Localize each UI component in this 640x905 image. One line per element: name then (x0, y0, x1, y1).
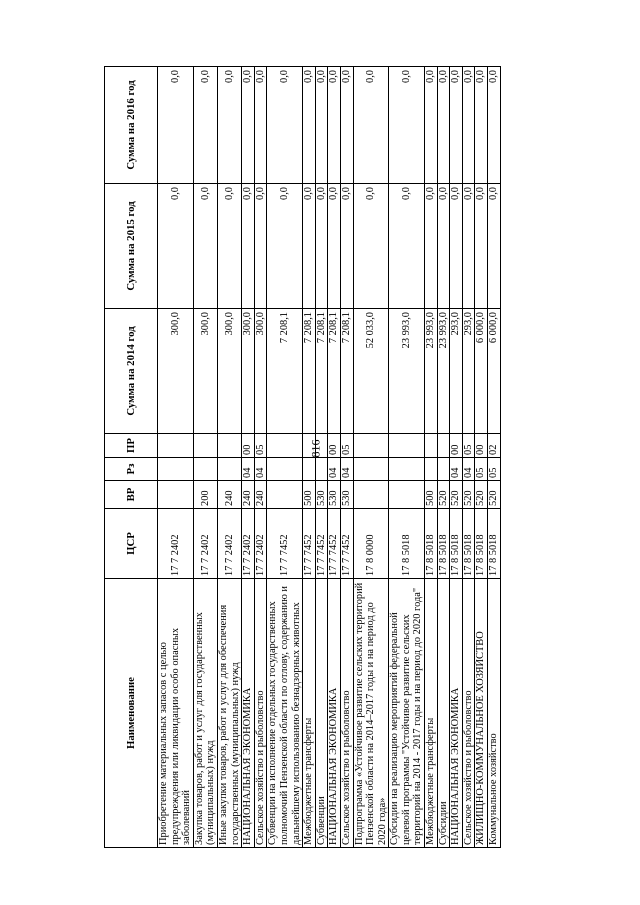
row-sum-2016: 0,0 (315, 67, 328, 184)
row-csr: 17 8 5018 (462, 509, 475, 579)
row-rz: 04 (450, 458, 463, 481)
row-name: Межбюджетные трансферты (425, 579, 438, 848)
table-row (353, 67, 389, 848)
row-sum-2016: 0,0 (475, 67, 488, 184)
row-rz: 04 (328, 458, 341, 481)
row-csr: 17 7 7452 (267, 509, 303, 579)
row-name: Субсидии на реализацию мероприятий федеральной целевой программы "Устойчивое развитие сельских территорий на 2014 - 2017 годы и на период до 2020 года" (389, 579, 425, 848)
row-csr: 17 7 7452 (328, 509, 341, 579)
row-sum-2014: 300,0 (193, 309, 217, 434)
row-csr: 17 8 5018 (475, 509, 488, 579)
row-sum-2016: 0,0 (193, 67, 217, 184)
row-name: НАЦИОНАЛЬНАЯ ЭКОНОМИКА (450, 579, 463, 848)
row-pr (193, 434, 217, 458)
row-sum-2014: 7 208,1 (328, 309, 341, 434)
row-sum-2015: 0,0 (340, 184, 353, 309)
row-sum-2016: 0,0 (267, 67, 303, 184)
row-sum-2014: 6 000,0 (475, 309, 488, 434)
header-vr: ВР (105, 481, 158, 509)
row-vr: 240 (217, 481, 241, 509)
table-row (340, 67, 353, 848)
row-vr: 520 (437, 481, 450, 509)
row-sum-2014: 300,0 (217, 309, 241, 434)
row-pr (437, 434, 450, 458)
row-sum-2015: 0,0 (254, 184, 267, 309)
table-row (450, 67, 463, 848)
row-csr: 17 8 5018 (389, 509, 425, 579)
row-csr: 17 8 5018 (437, 509, 450, 579)
row-vr (389, 481, 425, 509)
row-name: Межбюджетные трансферты (303, 579, 316, 848)
table-row (254, 67, 267, 848)
table-header-row (105, 67, 158, 848)
row-rz (303, 458, 316, 481)
table-row (425, 67, 438, 848)
row-sum-2014: 23 993,0 (425, 309, 438, 434)
row-sum-2015: 0,0 (328, 184, 341, 309)
row-sum-2016: 0,0 (389, 67, 425, 184)
row-sum-2016: 0,0 (353, 67, 389, 184)
row-csr: 17 8 5018 (425, 509, 438, 579)
row-vr: 520 (462, 481, 475, 509)
row-name: Субвенции на исполнение отдельных государственных полномочий Пензенской области по отлову, содержанию и дальнейшему использованию безнадзорных животных (267, 579, 303, 848)
row-sum-2015: 0,0 (315, 184, 328, 309)
row-pr: 00 (450, 434, 463, 458)
row-pr (353, 434, 389, 458)
row-sum-2014: 7 208,1 (315, 309, 328, 434)
budget-table (104, 66, 501, 848)
row-csr: 17 7 2402 (242, 509, 255, 579)
row-rz: 05 (475, 458, 488, 481)
table-row (475, 67, 488, 848)
row-sum-2014: 300,0 (242, 309, 255, 434)
row-csr: 17 7 7452 (315, 509, 328, 579)
row-vr: 240 (242, 481, 255, 509)
table-row (389, 67, 425, 848)
row-name: Коммунальное хозяйство (488, 579, 501, 848)
table-row (328, 67, 341, 848)
row-sum-2015: 0,0 (475, 184, 488, 309)
row-vr: 520 (488, 481, 501, 509)
row-sum-2015: 0,0 (462, 184, 475, 309)
row-vr: 530 (340, 481, 353, 509)
row-name: Субсидии (437, 579, 450, 848)
row-rz: 04 (340, 458, 353, 481)
row-sum-2016: 0,0 (254, 67, 267, 184)
row-sum-2015: 0,0 (217, 184, 241, 309)
row-pr (315, 434, 328, 458)
header-rz: Рз (105, 458, 158, 481)
row-sum-2015: 0,0 (158, 184, 194, 309)
header-sum-2015: Сумма на 2015 год (105, 184, 158, 309)
row-sum-2016: 0,0 (488, 67, 501, 184)
row-vr: 530 (328, 481, 341, 509)
row-rz (267, 458, 303, 481)
row-csr: 17 7 2402 (193, 509, 217, 579)
header-csr: ЦСР (105, 509, 158, 579)
row-rz: 04 (254, 458, 267, 481)
row-sum-2016: 0,0 (437, 67, 450, 184)
row-name: Иные закупки товаров, работ и услуг для обеспечения государственных (муниципальных) нужд (217, 579, 241, 848)
row-sum-2016: 0,0 (450, 67, 463, 184)
row-csr: 17 7 7452 (340, 509, 353, 579)
row-vr (158, 481, 194, 509)
row-rz: 04 (242, 458, 255, 481)
row-csr: 17 7 2402 (158, 509, 194, 579)
row-rz (389, 458, 425, 481)
table-row (303, 67, 316, 848)
row-csr: 17 7 2402 (254, 509, 267, 579)
row-sum-2015: 0,0 (267, 184, 303, 309)
row-sum-2015: 0,0 (193, 184, 217, 309)
rotated-table-container (104, 67, 564, 848)
table-row (462, 67, 475, 848)
row-sum-2014: 7 208,1 (267, 309, 303, 434)
row-sum-2016: 0,0 (462, 67, 475, 184)
row-vr (267, 481, 303, 509)
row-name: Сельское хозяйство и рыболовство (340, 579, 353, 848)
row-vr: 500 (303, 481, 316, 509)
row-vr: 500 (425, 481, 438, 509)
row-vr: 520 (450, 481, 463, 509)
row-sum-2015: 0,0 (437, 184, 450, 309)
row-pr (158, 434, 194, 458)
table-row (242, 67, 255, 848)
row-rz (315, 458, 328, 481)
row-pr: 00 (242, 434, 255, 458)
row-pr: 05 (340, 434, 353, 458)
row-csr: 17 7 2402 (217, 509, 241, 579)
row-sum-2014: 6 000,0 (488, 309, 501, 434)
row-csr: 17 8 5018 (450, 509, 463, 579)
row-csr: 17 8 5018 (488, 509, 501, 579)
row-vr: 240 (254, 481, 267, 509)
row-sum-2016: 0,0 (242, 67, 255, 184)
row-pr: 02 (488, 434, 501, 458)
row-rz: 05 (488, 458, 501, 481)
row-rz (425, 458, 438, 481)
row-sum-2016: 0,0 (425, 67, 438, 184)
row-sum-2014: 300,0 (254, 309, 267, 434)
table-row (158, 67, 194, 848)
row-pr (303, 434, 316, 458)
header-name: Наименование (105, 579, 158, 848)
row-name: ЖИЛИЩНО-КОММУНАЛЬНОЕ ХОЗЯЙСТВО (475, 579, 488, 848)
row-pr: 05 (462, 434, 475, 458)
row-rz: 04 (462, 458, 475, 481)
row-pr (425, 434, 438, 458)
row-pr (267, 434, 303, 458)
row-sum-2014: 293,0 (462, 309, 475, 434)
row-rz (353, 458, 389, 481)
row-sum-2016: 0,0 (158, 67, 194, 184)
table-row (315, 67, 328, 848)
page-number: 816 (308, 439, 323, 458)
table-row (193, 67, 217, 848)
row-sum-2015: 0,0 (450, 184, 463, 309)
row-name: Сельское хозяйство и рыболовство (462, 579, 475, 848)
row-csr: 17 7 7452 (303, 509, 316, 579)
table-body (158, 67, 501, 848)
row-name: НАЦИОНАЛЬНАЯ ЭКОНОМИКА (328, 579, 341, 848)
row-pr: 00 (475, 434, 488, 458)
row-name: Закупка товаров, работ и услуг для государственных (муниципальных) нужд (193, 579, 217, 848)
row-csr: 17 8 0000 (353, 509, 389, 579)
row-sum-2014: 23 993,0 (437, 309, 450, 434)
row-name: Приобретение материальных запасов с целью предупреждения или ликвидации особо опасных заболеваний (158, 579, 194, 848)
row-sum-2016: 0,0 (340, 67, 353, 184)
row-sum-2014: 7 208,1 (340, 309, 353, 434)
row-rz (437, 458, 450, 481)
header-sum-2016: Сумма на 2016 год (105, 67, 158, 184)
header-pr: ПР (105, 434, 158, 458)
row-sum-2014: 23 993,0 (389, 309, 425, 434)
row-sum-2015: 0,0 (353, 184, 389, 309)
row-name: Подпрограмма «Устойчивое развитие сельских территорий Пензенской области на 2014–2017 годы и на период до 2020 года» (353, 579, 389, 848)
row-sum-2015: 0,0 (242, 184, 255, 309)
row-sum-2014: 300,0 (158, 309, 194, 434)
row-sum-2015: 0,0 (488, 184, 501, 309)
table-row (488, 67, 501, 848)
row-sum-2016: 0,0 (303, 67, 316, 184)
row-name: НАЦИОНАЛЬНАЯ ЭКОНОМИКА (242, 579, 255, 848)
row-sum-2015: 0,0 (389, 184, 425, 309)
row-name: Субвенции (315, 579, 328, 848)
header-sum-2014: Сумма на 2014 год (105, 309, 158, 434)
row-vr: 200 (193, 481, 217, 509)
row-sum-2015: 0,0 (303, 184, 316, 309)
table-row (267, 67, 303, 848)
row-pr (389, 434, 425, 458)
table-row (217, 67, 241, 848)
row-sum-2015: 0,0 (425, 184, 438, 309)
row-name: Сельское хозяйство и рыболовство (254, 579, 267, 848)
row-pr (217, 434, 241, 458)
row-rz (193, 458, 217, 481)
row-vr: 530 (315, 481, 328, 509)
row-sum-2014: 293,0 (450, 309, 463, 434)
row-sum-2014: 7 208,1 (303, 309, 316, 434)
row-rz (158, 458, 194, 481)
row-pr: 05 (254, 434, 267, 458)
row-pr: 00 (328, 434, 341, 458)
row-rz (217, 458, 241, 481)
row-vr: 520 (475, 481, 488, 509)
row-vr (353, 481, 389, 509)
row-sum-2016: 0,0 (328, 67, 341, 184)
row-sum-2016: 0,0 (217, 67, 241, 184)
row-sum-2014: 52 033,0 (353, 309, 389, 434)
table-row (437, 67, 450, 848)
